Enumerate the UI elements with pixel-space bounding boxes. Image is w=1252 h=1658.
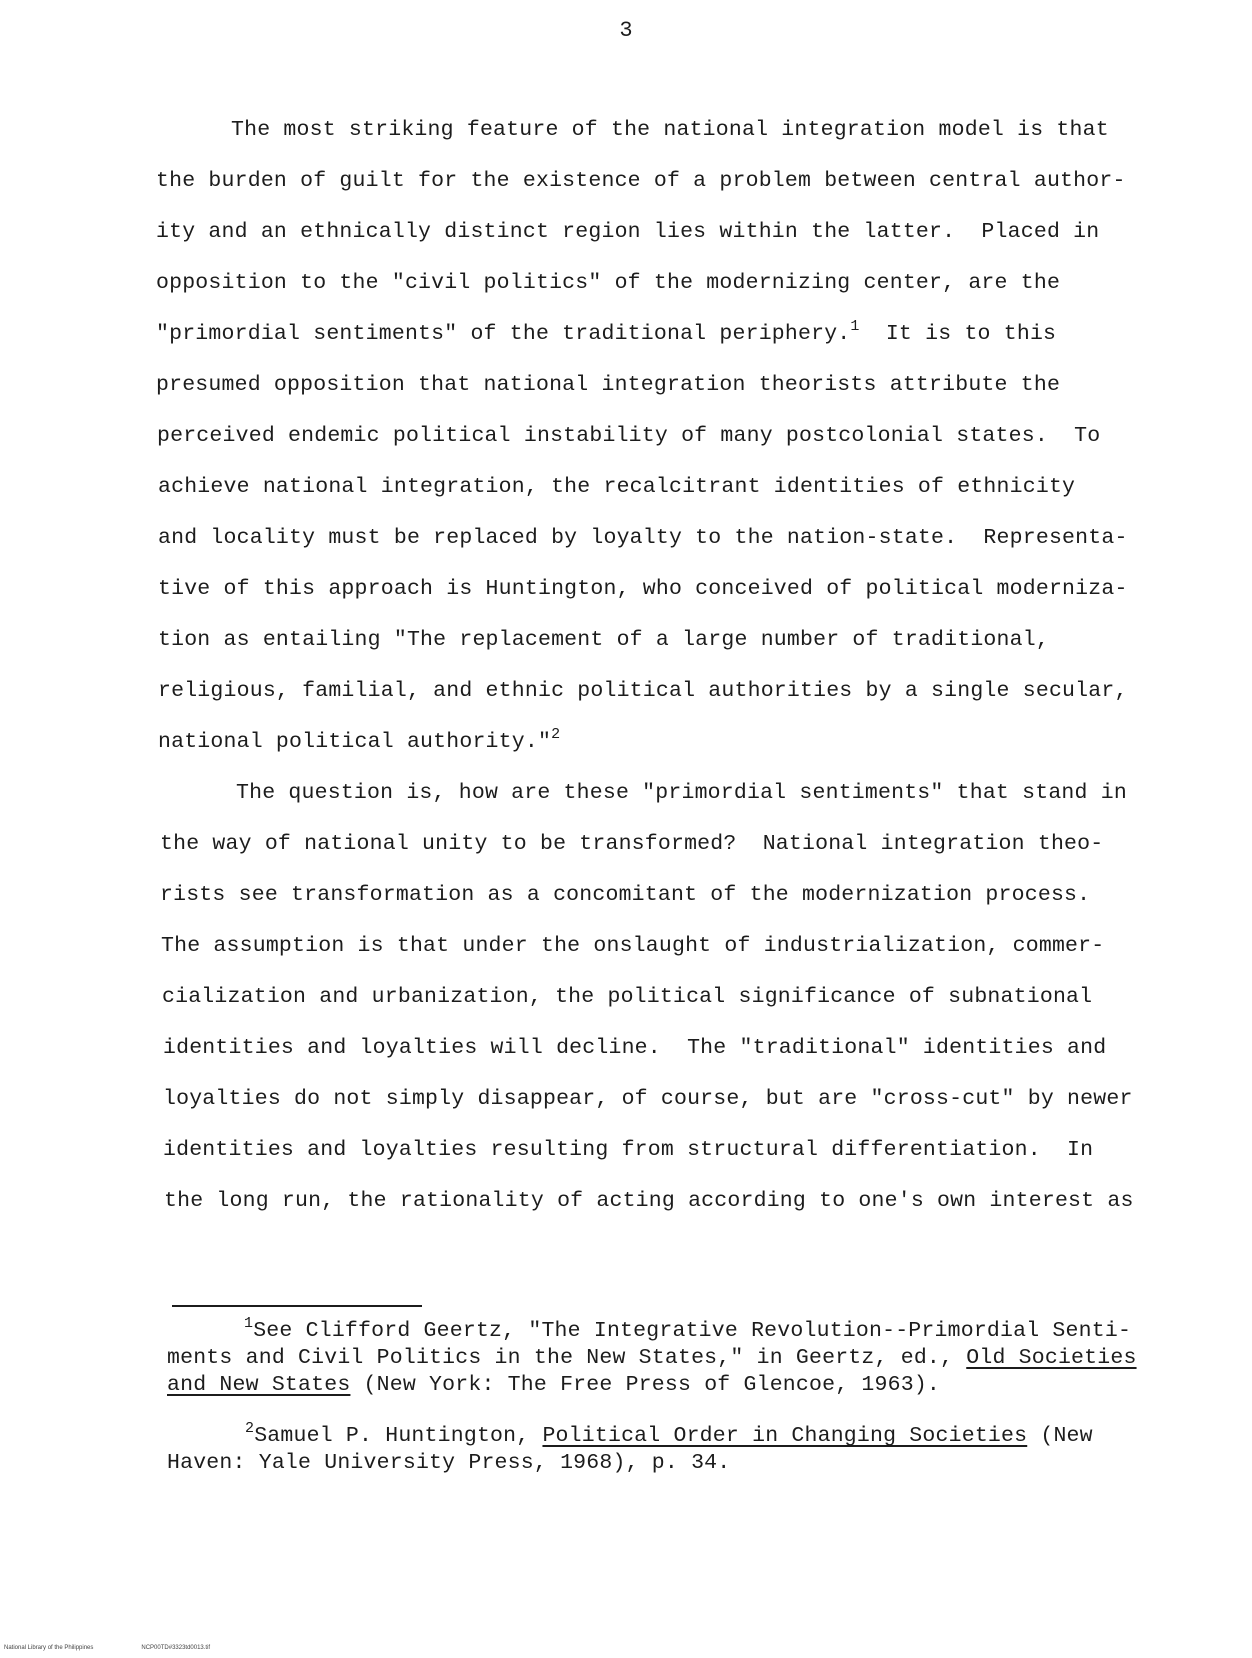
footnote-text: (New (1027, 1424, 1093, 1448)
body-text: It is to this (859, 322, 1057, 346)
body-line-with-note (158, 726, 561, 755)
body-line: identities and loyalties will decline. The "traditional" identities and (163, 1036, 1107, 1060)
body-line: rists see transformation as a concomitant of the modernization process. (160, 883, 1091, 907)
body-line: cialization and urbanization, the political significance of subnational (162, 985, 1093, 1009)
footnote-1-marker: 1 (244, 1315, 254, 1332)
footnote-text: Samuel P. Huntington, (254, 1424, 543, 1448)
footnote-separator (172, 1305, 422, 1307)
footnote-1-line (167, 1345, 1137, 1371)
footnote-1-line (244, 1315, 1132, 1344)
body-line: tion as entailing "The replacement of a large number of traditional, (158, 628, 1049, 652)
body-line: ity and an ethnically distinct region lies within the latter. Placed in (156, 220, 1100, 244)
footnote-text: See Clifford Geertz, "The Integrative Revolution--Primordial Senti- (253, 1319, 1132, 1343)
body-text: national political authority." (158, 730, 552, 754)
footnote-text: (New York: The Free Press of Glencoe, 1963). (350, 1373, 941, 1397)
body-line: the burden of guilt for the existence of a problem between central author- (156, 169, 1126, 193)
footnote-2-line: Haven: Yale University Press, 1968), p. 34. (167, 1451, 731, 1475)
body-line: The assumption is that under the onslaught of industrialization, commer- (161, 934, 1105, 958)
body-line-with-note (156, 318, 1057, 347)
library-credit: National Library of the Philippines (4, 1645, 94, 1651)
body-line: tive of this approach is Huntington, who conceived of political moderniza- (158, 577, 1128, 601)
body-line: achieve national integration, the recalcitrant identities of ethnicity (158, 475, 1076, 499)
footnote-1-line (167, 1372, 940, 1398)
body-line: perceived endemic political instability of many postcolonial states. To (157, 424, 1101, 448)
footnote-ref-1: 1 (850, 318, 860, 335)
footnote-text: ments and Civil Politics in the New States," in Geertz, ed., (167, 1346, 967, 1370)
footnote-2-marker: 2 (245, 1420, 255, 1437)
file-id: NCP00TD#3323td0013.tif (141, 1645, 211, 1651)
page-number: 3 (619, 18, 633, 43)
body-line: presumed opposition that national integration theorists attribute the (156, 373, 1061, 397)
scan-footer (4, 1645, 258, 1651)
footnote-ref-2: 2 (551, 726, 561, 743)
body-text: "primordial sentiments" of the traditional periphery. (156, 322, 851, 346)
body-line: identities and loyalties resulting from structural differentiation. In (163, 1138, 1094, 1162)
body-line: the way of national unity to be transformed? National integration theo- (160, 832, 1104, 856)
footnote-book-title: Old Societies (966, 1346, 1137, 1370)
footnote-2-line (245, 1420, 1093, 1449)
body-line: the long run, the rationality of acting according to one's own interest as (164, 1189, 1134, 1213)
body-line: loyalties do not simply disappear, of course, but are "cross-cut" by newer (163, 1087, 1133, 1111)
footnote-book-title: Political Order in Changing Societies (542, 1424, 1028, 1448)
body-line: and locality must be replaced by loyalty to the nation-state. Representa- (158, 526, 1128, 550)
body-line: religious, familial, and ethnic political authorities by a single secular, (158, 679, 1128, 703)
body-line: opposition to the "civil politics" of the modernizing center, are the (156, 271, 1061, 295)
body-line: The most striking feature of the national integration model is that (231, 118, 1109, 142)
body-line: The question is, how are these "primordial sentiments" that stand in (236, 781, 1127, 805)
footnote-book-title: and New States (167, 1373, 351, 1397)
